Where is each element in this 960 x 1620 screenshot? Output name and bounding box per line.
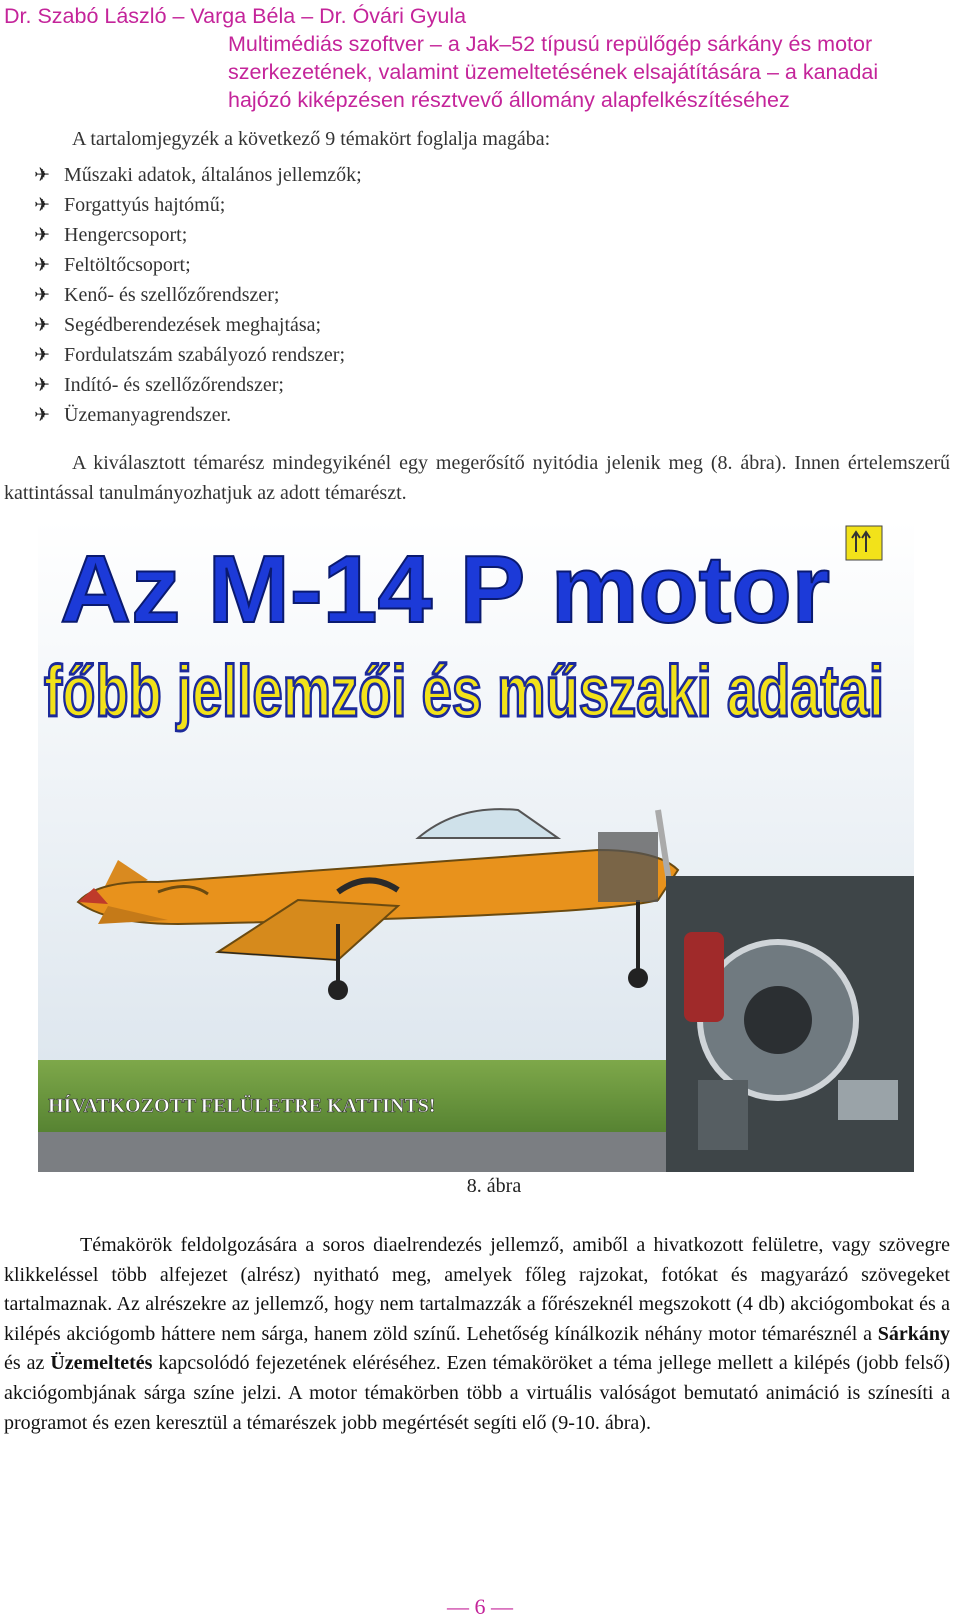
list-item [34,250,362,280]
airplane-icon: ✈ [34,284,50,306]
intro-paragraph: A kiválasztott témarész mindegyikénél egy megerősítő nyitódia jelenik meg (8. ábra). Innen értelemszerű kattintással tanulmányozhatjuk az adott témarészt. [4,452,950,504]
list-item [34,190,362,220]
list-item [34,370,362,400]
page-header [0,2,960,114]
figure-instruction: HÍVATKOZOTT FELÜLETRE KATTINTS! [48,1095,436,1117]
list-item-label: Segédberendezések meghajtása; [64,314,322,336]
airplane-icon: ✈ [34,194,50,216]
caption-text: 8. ábra [466,1175,522,1197]
exit-arrow-icon [846,526,882,560]
list-item [34,400,362,430]
header-title-line-2: szerkezetének, valamint üzemeltetésének elsajátítására – a kanadai [228,60,879,84]
list-item [34,220,362,250]
list-item [34,340,362,370]
airplane-icon: ✈ [34,314,50,336]
figure-title-line-1: Az M-14 P motor [60,536,830,643]
list-item [34,310,362,340]
list-item-label: Forgattyús hajtómű; [64,194,226,216]
header-title-line-1: Multimédiás szoftver – a Jak–52 típusú repülőgép sárkány és motor [228,32,873,56]
list-item-label: Kenő- és szellőzőrendszer; [64,284,280,306]
toc-list [34,160,362,430]
list-item-label: Műszaki adatok, általános jellemzők; [64,164,362,186]
airplane-icon: ✈ [34,224,50,246]
list-item-label: Üzemanyagrendszer. [64,404,232,426]
list-item-label: Fordulatszám szabályozó rendszer; [64,344,346,366]
airplane-icon: ✈ [34,164,50,186]
list-item [34,280,362,310]
header-title-line-3: hajózó kiképzésen résztvevő állomány alapfelkészítéséhez [228,88,790,112]
airplane-icon: ✈ [34,254,50,276]
paragraph-text: Témakörök feldolgozására a soros diaelrendezés jellemző, amiből a hivatkozott felületre, vagy szövegre klikkeléssel több alfejezet (alrész) nyitható meg, amelyek főleg rajzokat, fotókat és magyarázó szövegeket tartalmaznak. Az alrészekre az jellemző, hogy nem tartalmazzák a főrészeknél megszokott (4 db) akciógombokat és a kilépés akciógomb háttere nem sárga, hanem zöld színű. Lehetőség kínálkozik néhány motor témarésznél a [4,1234,950,1345]
paragraph-text: és az [4,1352,51,1375]
list-item-label: Indító- és szellőzőrendszer; [64,374,284,396]
list-item [34,160,362,190]
figure-title-line-2: főbb jellemzői és műszaki adatai [44,652,884,732]
airplane-icon: ✈ [34,404,50,426]
figure-caption [0,1175,960,1198]
bold-term-sarkany: Sárkány [877,1322,950,1345]
paragraph-text: kapcsolódó fejezetének eléréséhez. Ezen témaköröket a téma jellege mellett a kilépés (jobb felső) akciógombjának sárga színe jelzi. A motor témakörben több a virtuális valóságot bemutató animáció is színesíti a programot és ezen keresztül a témarészek jobb megértését segíti elő (9-10. ábra). [4,1352,950,1434]
engine-photo [666,876,914,1172]
list-item-label: Feltöltőcsoport; [64,254,191,276]
airplane-icon: ✈ [34,344,50,366]
airplane-icon: ✈ [34,374,50,396]
header-authors: Dr. Szabó László – Varga Béla – Dr. Óvári Gyula [4,4,467,28]
body-paragraph [4,1231,950,1438]
toc-intro: A tartalomjegyzék a következő 9 témakört foglalja magába: [72,128,551,150]
page-number: — 6 — [447,1594,513,1619]
bold-term-uzemeltetes: Üzemeltetés [50,1352,153,1375]
list-item-label: Hengercsoport; [64,224,188,246]
figure-screenshot[interactable] [38,520,914,1172]
